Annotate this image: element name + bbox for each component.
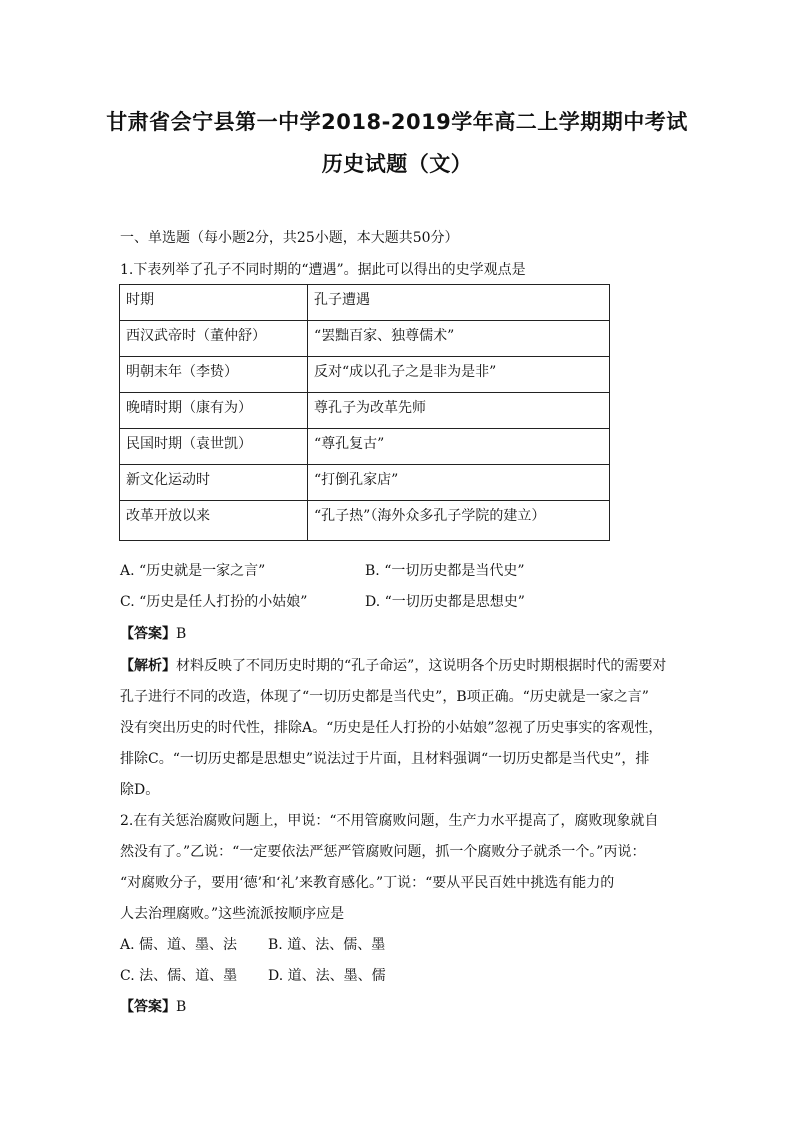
section-heading: 一、单选题（每小题2分，共25小题，本大题共50分）: [120, 230, 459, 246]
q1-analysis-line-4: 排除C。“一切历史都是思想史”说法过于片面，且材料强调“一切历史都是当代史”，排: [120, 751, 650, 767]
q1-option-a: A. “历史就是一家之言”: [120, 563, 266, 579]
q2-option-a: A. 儒、道、墨、法: [120, 937, 238, 953]
q1-option-d: D. “一切历史都是思想史”: [365, 594, 525, 610]
analysis-text: 材料反映了不同历史时期的“孔子命运”，这说明各个历史时期根据时代的需要对: [176, 658, 667, 674]
answer-value: B: [176, 999, 187, 1015]
table-header-cell: 孔子遭遇: [308, 285, 610, 321]
q2-option-c: C. 法、儒、道、墨: [120, 968, 238, 984]
answer-label: 【答案】: [120, 626, 176, 642]
answer-label: 【答案】: [120, 999, 176, 1015]
exam-subtitle: 历史试题（文）: [321, 152, 473, 176]
table-cell: “尊孔复古”: [308, 429, 610, 465]
exam-title: 甘肃省会宁县第一中学2018-2019学年高二上学期期中考试: [106, 110, 688, 134]
q2-option-d: D. 道、法、墨、儒: [268, 968, 386, 984]
q1-analysis-line-2: 孔子进行不同的改造，体现了“一切历史都是当代史”，B项正确。“历史就是一家之言”: [120, 689, 649, 705]
q2-stem-line-2: 然没有了。”乙说：“一定要依法严惩严管腐败问题，抓一个腐败分子就杀一个。”丙说：: [120, 844, 646, 860]
table-cell: 西汉武帝时（董仲舒）: [120, 321, 308, 357]
answer-value: B: [176, 626, 187, 642]
table-header-row: [120, 285, 610, 321]
analysis-label: 【解析】: [120, 658, 176, 674]
q2-stem-line-3: “对腐败分子，要用‘德’和‘礼’来教育感化。”丁说：“要从平民百姓中挑选有能力的: [120, 875, 615, 891]
q1-analysis-line-1: [120, 656, 666, 676]
table-row: [120, 321, 610, 357]
q2-answer: [120, 997, 186, 1017]
table-cell: 反对“成以孔子之是非为是非”: [308, 357, 610, 393]
table-cell: 尊孔子为改革先师: [308, 393, 610, 429]
table-row: [120, 501, 610, 541]
q2-option-b: B. 道、法、儒、墨: [268, 937, 386, 953]
q1-table: [119, 284, 610, 541]
table-row: [120, 429, 610, 465]
table-cell: 明朝末年（李贽）: [120, 357, 308, 393]
q2-stem-line-1: 2.在有关惩治腐败问题上，甲说：“不用管腐败问题，生产力水平提高了，腐败现象就自: [120, 813, 659, 829]
q1-stem: 1.下表列举了孔子不同时期的“遭遇”。据此可以得出的史学观点是: [120, 262, 526, 278]
q1-analysis-line-3: 没有突出历史的时代性，排除A。“历史是任人打扮的小姑娘”忽视了历史事实的客观性，: [120, 720, 663, 736]
q1-analysis-line-5: 除D。: [120, 782, 160, 798]
table-cell: 晚晴时期（康有为）: [120, 393, 308, 429]
table-cell: 改革开放以来: [120, 501, 308, 541]
table-header-cell: 时期: [120, 285, 308, 321]
table-row: [120, 465, 610, 501]
table-cell: 民国时期（袁世凯）: [120, 429, 308, 465]
q2-stem-line-4: 人去治理腐败。”这些流派按顺序应是: [120, 906, 345, 922]
table-cell: “打倒孔家店”: [308, 465, 610, 501]
table-row: [120, 393, 610, 429]
table-cell: 新文化运动时: [120, 465, 308, 501]
table-row: [120, 357, 610, 393]
q1-answer: [120, 624, 186, 644]
q1-option-b: B. “一切历史都是当代史”: [365, 563, 525, 579]
q1-option-c: C. “历史是任人打扮的小姑娘”: [120, 594, 308, 610]
table-cell: “孔子热”（海外众多孔子学院的建立）: [308, 501, 610, 541]
table-cell: “罢黜百家、独尊儒术”: [308, 321, 610, 357]
